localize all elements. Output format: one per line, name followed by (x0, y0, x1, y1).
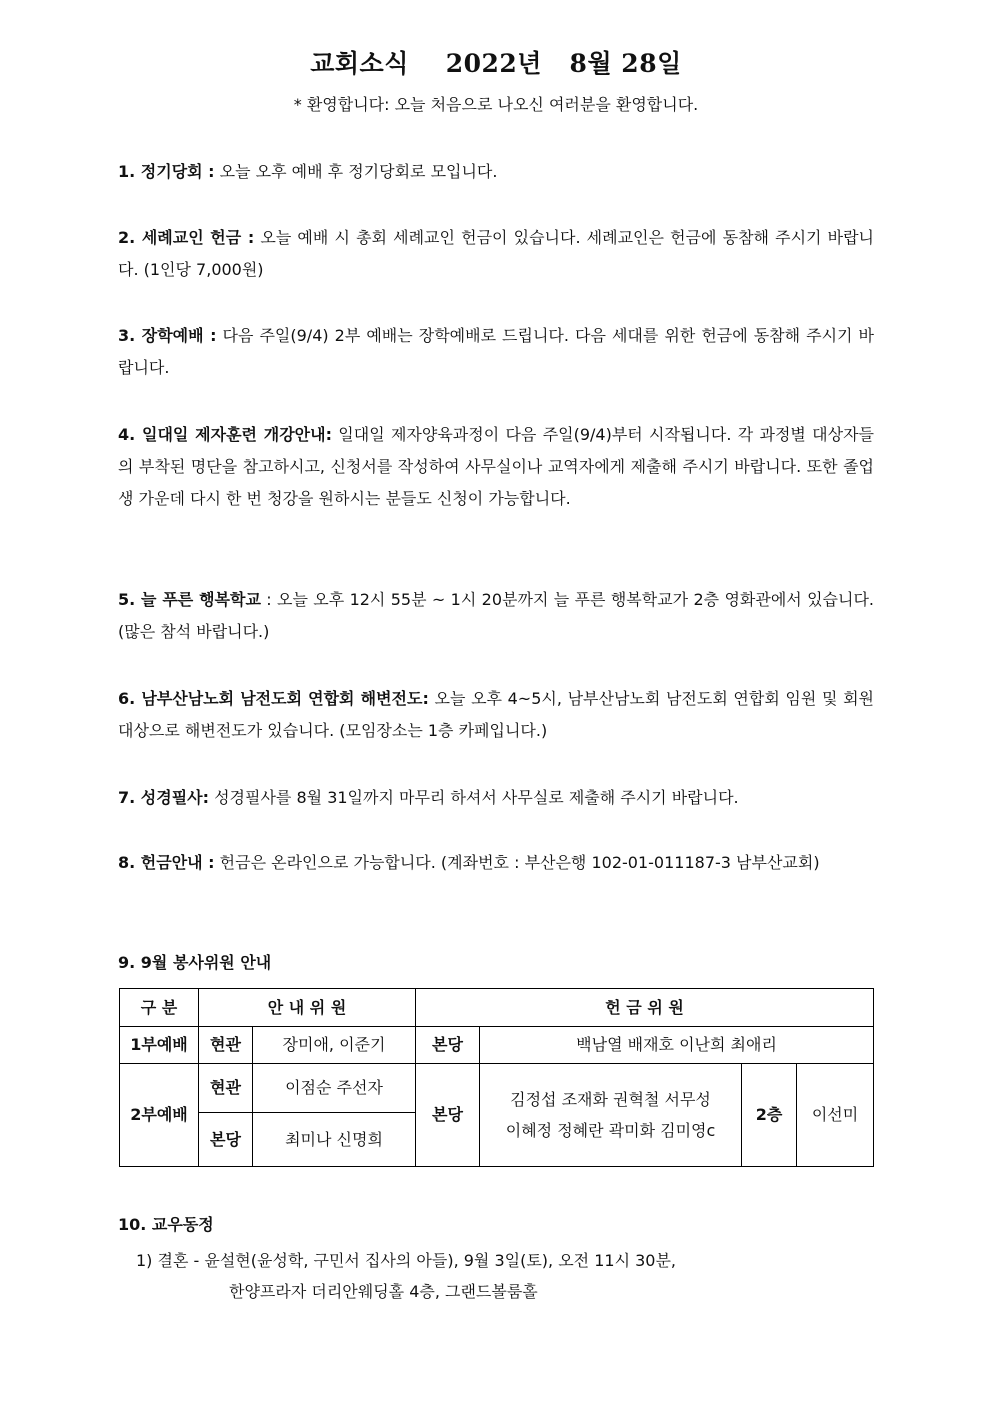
item-heading: 4. 일대일 제자훈련 개강안내: (118, 425, 332, 444)
duty-heading: 9. 9월 봉사위원 안내 (118, 953, 272, 972)
item-heading: 6. 남부산남노회 남전도회 연합회 해변전도: (118, 689, 429, 708)
item-text: 오늘 오후 예배 후 정기당회로 모입니다. (214, 162, 498, 181)
item-text: 오늘 예배 시 총회 세례교인 헌금이 있습니다. 세례교인은 헌금에 동참해 주시기 바랍니다. (1인당 7,000원) (118, 228, 874, 279)
usher-place: 본당 (199, 1113, 253, 1167)
news-item-1 (118, 156, 874, 188)
news-item-3 (118, 320, 874, 384)
table-row (120, 1027, 874, 1064)
service-2: 2부예배 (120, 1064, 199, 1167)
floor-person: 이선미 (797, 1064, 874, 1167)
item-heading: 1. 정기당회 : (118, 162, 215, 181)
news-item-8 (118, 847, 874, 879)
ushers: 이점순 주선자 (253, 1064, 416, 1113)
ushers: 최미나 신명희 (253, 1113, 416, 1167)
offering-line-2: 이혜정 정혜란 곽미화 김미영c (505, 1121, 716, 1140)
members-news-line-1: 1) 결혼 - 윤설현(윤성학, 구민서 집사의 아들), 9월 3일(토), 오전 11시 30분, (136, 1251, 677, 1270)
members-news-heading: 10. 교우동정 (118, 1215, 214, 1234)
title-year: 2022년 (445, 49, 542, 78)
item-text: 오늘 오후 4~5시, 남부산남노회 남전도회 연합회 임원 및 회원 대상으로 해변전도가 있습니다. (모임장소는 1층 카페입니다.) (118, 689, 874, 740)
item-text: 성경필사를 8월 31일까지 마무리 하셔서 사무실로 제출해 주시기 바랍니다. (209, 788, 739, 807)
item-text: 다음 주일(9/4) 2부 예배는 장학예배로 드립니다. 다음 세대를 위한 헌금에 동참해 주시기 바랍니다. (118, 326, 874, 377)
offering-place: 본당 (416, 1027, 480, 1064)
item-heading: 7. 성경필사: (118, 788, 210, 807)
usher-place: 현관 (199, 1064, 253, 1113)
news-item-4 (118, 419, 874, 515)
members-news-line-2: 한양프라자 더리안웨딩홀 4층, 그랜드볼룸홀 (229, 1282, 538, 1301)
news-item-7 (118, 782, 874, 814)
item-heading: 2. 세례교인 헌금 : (118, 228, 255, 247)
page-title (118, 44, 874, 80)
title-main: 교회소식 (310, 49, 409, 78)
item-text: 헌금은 온라인으로 가능합니다. (계좌번호 : 부산은행 102-01-011187-3 남부산교회) (214, 853, 820, 872)
header-section: 구 분 (120, 989, 199, 1027)
item-heading: 5. 늘 푸른 행복학교 (118, 590, 261, 609)
usher-place: 현관 (199, 1027, 253, 1064)
header-usher: 안 내 위 원 (199, 989, 416, 1027)
offering-members (480, 1064, 742, 1167)
table-header-row (120, 989, 874, 1027)
item-heading: 8. 헌금안내 : (118, 853, 215, 872)
welcome-text: * 환영합니다: 오늘 처음으로 나오신 여러분을 환영합니다. (293, 95, 699, 114)
title-date: 8월 28일 (569, 49, 682, 78)
offering-members: 백남열 배재호 이난희 최애리 (480, 1027, 874, 1064)
offering-line-1: 김정섭 조재화 권혁철 서무성 (510, 1090, 711, 1109)
item-text: : 오늘 오후 12시 55분 ~ 1시 20분까지 늘 푸른 행복학교가 2층 영화관에서 있습니다. (많은 참석 바랍니다.) (118, 590, 874, 641)
item-heading: 3. 장학예배 : (118, 326, 217, 345)
offering-place: 본당 (416, 1064, 480, 1167)
floor-label: 2층 (742, 1064, 797, 1167)
service-1: 1부예배 (120, 1027, 199, 1064)
ushers: 장미애, 이준기 (253, 1027, 416, 1064)
news-item-2 (118, 222, 874, 286)
item-text: 일대일 제자양육과정이 다음 주일(9/4)부터 시작됩니다. 각 과정별 대상자들의 부착된 명단을 참고하시고, 신청서를 작성하여 사무실이나 교역자에게 제출해 주시기 바랍니다. 또한 졸업생 가운데 다시 한 번 청강을 원하시는 분들도 신청이 가능합니다. (118, 425, 874, 508)
table-row (120, 1064, 874, 1113)
duty-table (119, 988, 874, 1167)
header-offering: 헌 금 위 원 (416, 989, 874, 1027)
news-item-5 (118, 584, 874, 648)
news-item-6 (118, 683, 874, 747)
